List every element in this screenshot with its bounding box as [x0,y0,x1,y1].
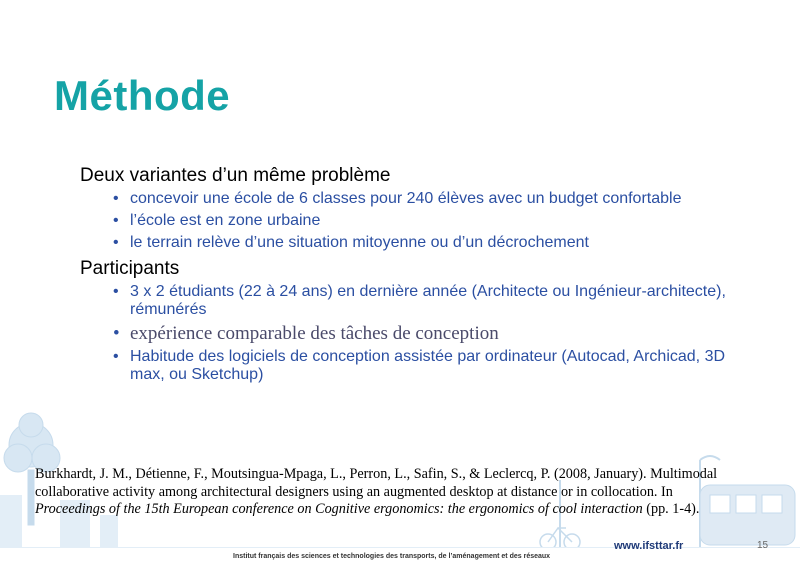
citation-proceedings: Proceedings of the 15th European conference on Cognitive ergonomics: the ergonomics of cool interaction [35,501,643,517]
list-item: • l’école est en zone urbaine [80,212,760,230]
list-item: • concevoir une école de 6 classes pour 240 élèves avec un budget confortable [80,190,760,208]
website-link[interactable]: www.ifsttar.fr [614,540,684,552]
section-heading: Participants [80,258,180,279]
citation [35,466,735,519]
slide-content [80,165,760,388]
citation-pages: (pp. 1-4). [642,501,700,517]
bullet-list [80,190,760,252]
institute-name: Institut français des sciences et technologies des transports, de l’aménagement et des réseaux [233,553,551,560]
list-item: • expérience comparable des tâches de conception [80,323,760,344]
bullet-list [80,283,760,384]
list-item: • 3 x 2 étudiants (22 à 24 ans) en dernière année (Architecte ou Ingénieur-architecte), rémunérés [80,283,760,319]
section-heading: Deux variantes d’un même problème [80,165,391,186]
list-item: • le terrain relève d’une situation mitoyenne ou d’un décrochement [80,234,760,252]
slide-title: Méthode [54,72,231,119]
list-item: • Habitude des logiciels de conception assistée par ordinateur (Autocad, Archicad, 3D max, ou Sketchup) [80,348,760,384]
page-number: 15 [757,540,769,551]
citation-text: Burkhardt, J. M., Détienne, F., Moutsingua-Mpaga, L., Perron, L., Safin, S., & Leclercq, P. (2008, January). Multimodal collaborative activity among architectural designers using an augmented desktop at distance or in collocation. In [35,466,718,500]
